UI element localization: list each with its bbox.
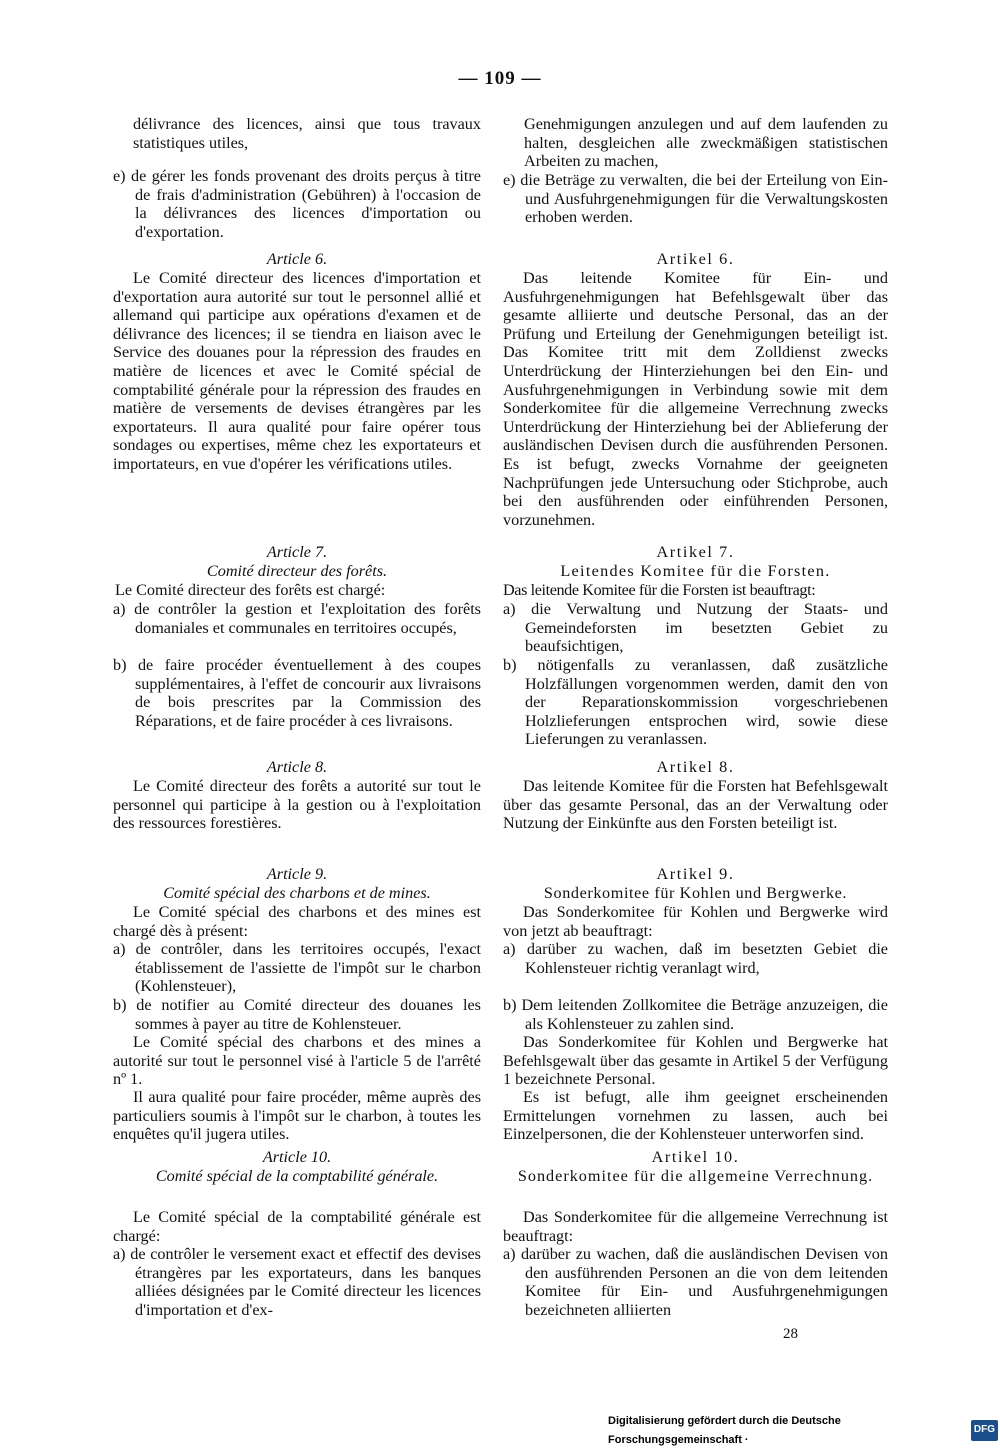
de-article-9-subtitle: Sonderkomitee für Kohlen und Bergwerke. — [543, 884, 848, 902]
de-article-10-subtitle: Sonderkomitee für die allgemeine Verrechnung. — [517, 1167, 874, 1185]
de-article-9-title: Artikel 9. — [656, 865, 735, 883]
de-article-6-text: Das leitende Komitee für Ein- und Ausfuhrgenehmigungen hat Befehlsgewalt über das gesamte alliierte und deutsche Personal, das an der Prüfung und Erteilung der Genehmigungen beteiligt ist. Das Komitee tritt mit dem Zolldienst zwecks Unterdrückung der Hinterziehungen bei den Ein- und Ausfuhrgenehmigungen in Verbindung sowie mit dem Sonderkomitee für die allgemeine Verrechnung zwecks Unterdrückung der Hinterziehung bei der Ablieferung der ausländischen Devisen durch die ausführenden Personen. Es ist befugt, zwecks Vornahme der geeigneten Nachprüfungen jede Untersuchung oder Stichprobe, auch bei den ausführenden oder einführenden Personen, vorzunehmen. — [503, 269, 888, 529]
fr-article-9-item-b: b) de notifier au Comité directeur des douanes les sommes à payer au titre de Kohlensteuer. — [113, 996, 481, 1033]
fr-article-7-item-a: a) de contrôler la gestion et l'exploitation des forêts domaniales et communales en territoires occupés, — [113, 600, 481, 637]
fr-article-9-subtitle: Comité spécial des charbons et de mines. — [163, 884, 431, 902]
de-article-6-title: Artikel 6. — [656, 250, 735, 268]
fr-article-9-item-a: a) de contrôler, dans les territoires occupés, l'exact établissement de l'assiette de l'impôt sur le charbon (Kohlensteuer), — [113, 940, 481, 996]
fr-article-10-item-a: a) de contrôler le versement exact et effectif des devises étrangères par les exportateurs, dans les banques alliées désignées par le Comité directeur les licences d'importation et d'ex- — [113, 1245, 481, 1319]
digitization-footer — [608, 1412, 998, 1449]
de-article-9-para-3: Es ist befugt, alle ihm geeignet erscheinenden Ermittelungen vornehmen zu lassen, auch bei Einzelpersonen, die der Kohlensteuer unterworfen sind. — [503, 1088, 888, 1144]
fr-article-7-subtitle: Comité directeur des forêts. — [206, 562, 388, 580]
fr-article-7-item-b: b) de faire procéder éventuellement à des coupes supplémentaires, à l'effet de concourir aux livraisons de bois prescrites par la Commission des Réparations, et de faire procéder à ces livraisons. — [113, 656, 481, 730]
fr-article-9-para-2: Le Comité spécial des charbons et des mines a autorité sur tout le personnel visé à l'article 5 de l'arrêté nº 1. — [113, 1033, 481, 1089]
fr-article-10-title: Article 10. — [262, 1148, 332, 1166]
fr-article-9-title: Article 9. — [266, 865, 328, 883]
fr-article-6-title: Article 6. — [266, 250, 328, 268]
footer-text: Digitalisierung gefördert durch die Deutsche Forschungsgemeinschaft · — [608, 1415, 841, 1446]
de-article-9-item-a: a) darüber zu wachen, daß im besetzten Gebiet die Kohlensteuer richtig veranlagt wird, — [503, 940, 888, 977]
de-article-7-item-b: b) nötigenfalls zu veranlassen, daß zusätzliche Holzfällungen vorgenommen werden, damit den von der Reparationskommission vorgeschriebenen Holzlieferungen entsprochen wird, sowie diese Lieferungen zu veranlassen. — [503, 656, 888, 749]
dfg-logo: DFG — [971, 1420, 998, 1441]
fr-item-d-continuation: délivrance des licences, ainsi que tous travaux statistiques utiles, — [133, 115, 481, 152]
de-article-10-intro: Das Sonderkomitee für die allgemeine Verrechnung ist beauftragt: — [503, 1208, 888, 1245]
fr-article-8-title: Article 8. — [266, 758, 328, 776]
fr-item-e: e) de gérer les fonds provenant des droits perçus à titre de frais d'administration (Gebühren) à l'occasion de la délivrances des licences d'importation ou d'exportation. — [113, 167, 481, 241]
de-article-9-intro: Das Sonderkomitee für Kohlen und Bergwerke wird von jetzt ab beauftragt: — [503, 903, 888, 940]
de-item-d-continuation: Genehmigungen anzulegen und auf dem laufenden zu halten, desgleichen alle zweckmäßigen statistischen Arbeiten zu machen, — [524, 115, 888, 171]
fr-article-9-intro: Le Comité spécial des charbons et des mines est chargé dès à présent: — [113, 903, 481, 940]
fr-article-9-para-3: Il aura qualité pour faire procéder, même auprès des particuliers soumis à l'impôt sur le charbon, à toutes les enquêtes qu'il jugera utiles. — [113, 1088, 481, 1144]
fr-article-10-intro: Le Comité spécial de la comptabilité générale est chargé: — [113, 1208, 481, 1245]
de-article-8-title: Artikel 8. — [656, 758, 735, 776]
de-article-7-intro: Das leitende Komitee für die Forsten ist beauftragt: — [503, 581, 816, 599]
fr-article-6-text: Le Comité directeur des licences d'importation et d'exportation aura autorité sur tout le personnel allié et allemand qui participe aux opérations d'examen et de délivrance des licences; il se tiendra en liaison avec le Service des douanes pour la répression des fraudes en matière de licences et avec le Comité spécial de comptabilité générale pour la répression des fraudes en matière de versements de devises étrangères par les exportateurs. Il aura qualité pour faire opérer tous sondages ou expertises, même chez les exportateurs et importateurs, en vue d'opérer les vérifications utiles. — [113, 269, 481, 473]
de-article-7-title: Artikel 7. — [656, 543, 735, 561]
fr-article-7-intro: Le Comité directeur des forêts est chargé: — [115, 581, 386, 599]
de-article-9-item-b: b) Dem leitenden Zollkomitee die Beträge anzuzeigen, die als Kohlensteuer zu zahlen sind. — [503, 996, 888, 1033]
de-article-10-item-a: a) darüber zu wachen, daß die ausländischen Devisen von den ausführenden Personen an die von dem leitenden Komitee für Ein- und Ausfuhrgenehmigungen bezeichneten alliierten — [503, 1245, 888, 1319]
fr-article-7-title: Article 7. — [266, 543, 328, 561]
fr-article-8-text: Le Comité directeur des forêts a autorité sur tout le personnel qui participe à la gestion ou à l'exploitation des ressources forestières. — [113, 777, 481, 833]
page-number: — 109 — — [458, 68, 542, 89]
de-article-9-para-2: Das Sonderkomitee für Kohlen und Bergwerke hat Befehlsgewalt über das gesamte in Artikel 5 der Verfügung 1 bezeichnete Personal. — [503, 1033, 888, 1089]
de-item-e: e) die Beträge zu verwalten, die bei der Erteilung von Ein- und Ausfuhrgenehmigungen für die Verwaltungskosten erhoben werden. — [503, 171, 888, 227]
sheet-number: 28 — [783, 1326, 798, 1342]
fr-article-10-subtitle: Comité spécial de la comptabilité générale. — [155, 1167, 439, 1185]
de-article-7-subtitle: Leitendes Komitee für die Forsten. — [560, 562, 831, 580]
de-article-10-title: Artikel 10. — [651, 1148, 740, 1166]
de-article-8-text: Das leitende Komitee für die Forsten hat Befehlsgewalt über das gesamte Personal, das an der Verwaltung oder Nutzung der Einkünfte aus den Forsten beteiligt ist. — [503, 777, 888, 833]
de-article-7-item-a: a) die Verwaltung und Nutzung der Staats- und Gemeindeforsten im besetzten Gebiet zu beaufsichtigen, — [503, 600, 888, 656]
